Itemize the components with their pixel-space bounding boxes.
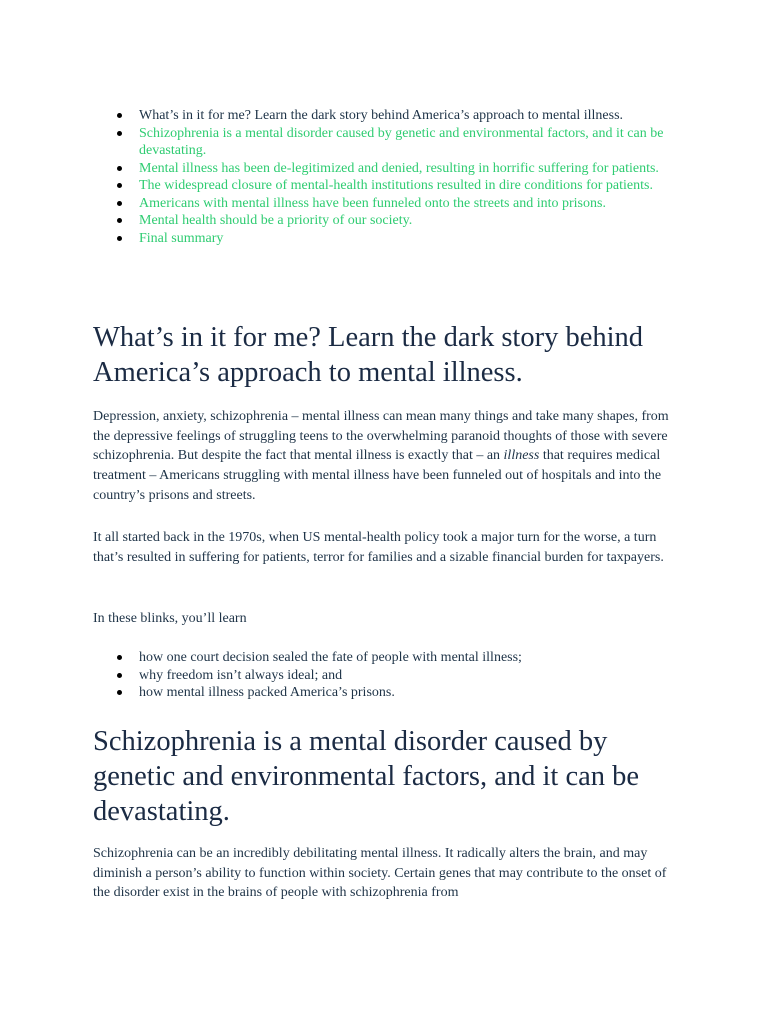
section-heading-schizophrenia: Schizophrenia is a mental disorder caused by genetic and environmental factors, and it can be devastating. [93,726,640,827]
toc-item[interactable] [139,195,719,213]
schizophrenia-paragraph: Schizophrenia can be an incredibly debilitating mental illness. It radically alters the brain, and may diminish a person’s ability to function within society. Certain genes that may contribute to the onset of the disorder exist in the brains of people with schizophrenia from [93,846,667,901]
learn-item: why freedom isn’t always ideal; and [139,667,699,685]
toc-item-link[interactable]: Mental health should be a priority of our society. [139,213,413,228]
toc-item-link[interactable]: Mental illness has been de-legitimized and denied, resulting in horrific suffering for patients. [139,160,659,176]
section-heading-intro: What’s in it for me? Learn the dark story behind America’s approach to mental illness. [93,322,644,388]
history-paragraph: It all started back in the 1970s, when US mental-health policy took a major turn for the worse, a turn that’s resulted in suffering for patients, terror for families and a sizable financial burden for taxpayers. [93,530,664,565]
table-of-contents [93,107,719,247]
intro-text-part: that requires medical treatment – Americans struggling with mental illness have been funneled out of hospitals and into the country’s prisons and streets. [93,448,662,503]
toc-item[interactable] [139,177,719,195]
toc-item[interactable] [139,125,719,160]
toc-item-link[interactable]: Schizophrenia is a mental disorder caused by genetic and environmental factors, and it can be devastating. [139,125,664,158]
intro-emphasis: illness [503,448,540,464]
toc-item[interactable] [139,160,719,178]
learn-intro: In these blinks, you’ll learn [93,611,247,626]
intro-text-part: Depression, anxiety, schizophrenia – mental illness can mean many things and take many shapes, from the depressive feelings of struggling teens to the overwhelming paranoid thoughts of those with severe schizophrenia. But despite the fact that mental illness is exactly that – an [93,409,669,464]
toc-item-link[interactable]: Americans with mental illness have been funneled onto the streets and into prisons. [139,195,606,211]
toc-item[interactable] [139,230,719,248]
learn-item: how mental illness packed America’s prisons. [139,684,699,702]
toc-item-label[interactable]: What’s in it for me? Learn the dark story behind America’s approach to mental illness. [139,108,624,123]
toc-item-link[interactable]: The widespread closure of mental-health institutions resulted in dire conditions for patients. [139,178,653,193]
learn-list [93,649,699,702]
learn-item: how one court decision sealed the fate of people with mental illness; [139,649,699,667]
toc-item[interactable] [139,212,719,230]
toc-item-link[interactable]: Final summary [139,230,224,246]
toc-item[interactable] [139,107,719,125]
intro-paragraph [93,407,683,506]
